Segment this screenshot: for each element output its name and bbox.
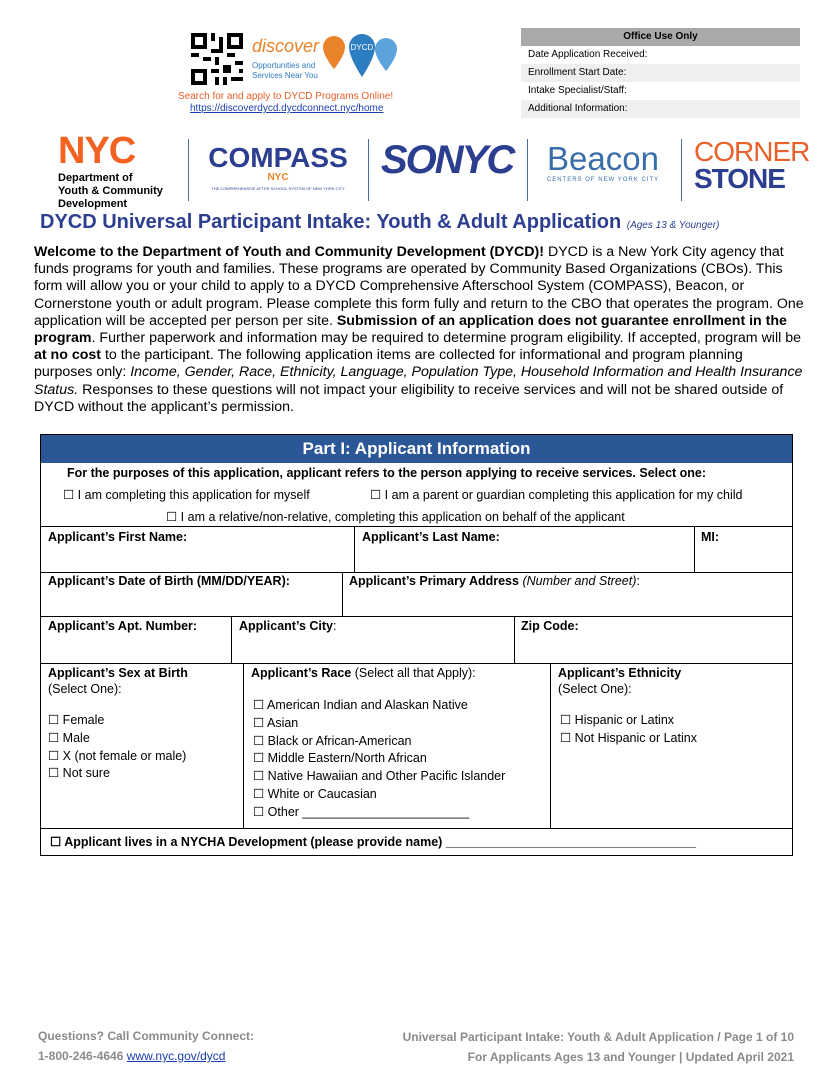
row-divider [41, 572, 792, 573]
col-divider [342, 572, 343, 616]
footer-phone: 1-800-246-4646 [38, 1049, 124, 1063]
nyc-wordmark: NYC [58, 130, 136, 172]
discover-pin-label: DYCD [350, 43, 374, 52]
intro-italic: Income, Gender, Race, Ethnicity, Language, Population Type, Household Information and Health Insurance Status. [34, 364, 803, 398]
zip-field[interactable]: Zip Code: [521, 619, 579, 633]
beacon-wordmark: Beacon [547, 140, 659, 177]
row-divider [41, 663, 792, 664]
discover-link[interactable]: https://discoverdycd.dycdconnect.nyc/home [190, 103, 384, 114]
compass-tagline: THE COMPREHENSIVE AFTER SCHOOL SYSTEM OF NEW YORK CITY [211, 186, 345, 191]
col-divider [231, 616, 232, 663]
intro-bold: Submission of an application does not guarantee enrollment in the program [34, 312, 787, 347]
office-row: Enrollment Start Date: [521, 64, 800, 82]
corner-wordmark: CORNER [694, 136, 810, 167]
footer-questions: Questions? Call Community Connect: [38, 1029, 255, 1043]
map-pin-icon [322, 32, 400, 82]
col-divider [550, 663, 551, 828]
title-main: DYCD Universal Participant Intake: Youth & Adult Application [40, 211, 622, 233]
col-divider [354, 526, 355, 572]
col-divider [514, 616, 515, 663]
footer-right [403, 1027, 794, 1067]
option-self[interactable]: ☐ I am completing this application for myself [63, 488, 310, 502]
ethnicity-option[interactable]: ☐ Hispanic or Latinx [560, 713, 675, 727]
page-title [40, 211, 719, 234]
ethnicity-label: Applicant’s Ethnicity [558, 666, 682, 680]
intro-paragraph [34, 244, 804, 416]
nyc-dycd-logo [58, 130, 163, 211]
footer-updated: For Applicants Ages 13 and Younger | Updated April 2021 [467, 1050, 794, 1064]
option-relative[interactable]: ☐ I am a relative/non-relative, completing this application on behalf of the applicant [166, 510, 625, 524]
race-option[interactable]: ☐ Middle Eastern/North African [253, 751, 427, 766]
beacon-tagline: CENTERS OF NEW YORK CITY [546, 177, 660, 183]
sex-hint: (Select One): [48, 682, 122, 696]
row-divider [41, 828, 792, 829]
qr-code [191, 33, 243, 85]
stone-wordmark: STONE [694, 163, 785, 194]
discover-wordmark: discover [252, 36, 320, 56]
sex-label: Applicant’s Sex at Birth [48, 666, 188, 680]
logo-divider [527, 139, 528, 201]
title-sub: (Ages 13 & Younger) [626, 220, 720, 231]
office-row: Additional Information: [521, 100, 800, 118]
dept-name: Department of Youth & Community Development [58, 172, 163, 210]
sex-option[interactable]: ☐ Male [48, 730, 90, 745]
race-hint: (Select all that Apply): [351, 666, 476, 680]
city-colon: : [333, 619, 337, 633]
race-label-text: Applicant’s Race [251, 666, 352, 680]
office-row: Intake Specialist/Staff: [528, 85, 627, 96]
office-row: Date Application Received: [528, 49, 648, 60]
dob-field[interactable]: Applicant’s Date of Birth (MM/DD/YEAR): [48, 574, 290, 588]
ethnicity-hint: (Select One): [558, 682, 632, 696]
race-option[interactable]: ☐ Native Hawaiian and Other Pacific Islander [253, 769, 506, 784]
address-field[interactable] [349, 574, 640, 588]
purpose-text: For the purposes of this application, applicant refers to the person applying to receive services. Select one: [67, 466, 707, 480]
part-one-header: Part I: Applicant Information [41, 435, 792, 463]
footer-left [38, 1026, 254, 1066]
city-field[interactable] [239, 619, 336, 633]
sex-option[interactable]: ☐ Female [48, 713, 105, 727]
logo-divider [188, 139, 189, 201]
sex-options [48, 712, 186, 783]
race-option[interactable]: ☐ Black or African-American [253, 733, 412, 748]
col-divider [243, 663, 244, 828]
race-option[interactable]: ☐ Asian [253, 715, 299, 730]
row-divider [41, 526, 792, 527]
beacon-logo [539, 141, 667, 183]
race-label [251, 666, 476, 680]
row-divider [41, 616, 792, 617]
city-label: Applicant’s City [239, 619, 333, 633]
search-tagline: Search for and apply to DYCD Programs Online! [178, 91, 394, 102]
intro-bold: at no cost [34, 347, 102, 364]
logo-divider [681, 139, 682, 201]
address-colon: : [636, 574, 640, 588]
office-use-box [521, 28, 800, 118]
office-use-title: Office Use Only [521, 28, 800, 46]
nycha-field[interactable]: ☐ Applicant lives in a NYCHA Development (please provide name) ____________________________________ [50, 835, 697, 849]
footer-link[interactable]: www.nyc.gov/dycd [126, 1049, 226, 1063]
sonyc-logo: SONYC [381, 138, 514, 182]
ethnicity-option[interactable]: ☐ Not Hispanic or Latinx [560, 730, 697, 745]
mi-field[interactable]: MI: [701, 530, 720, 544]
intro-text: . Further paperwork and information may be required to determine program eligibility. If accepted, program will be [91, 330, 801, 347]
col-divider [694, 526, 695, 572]
race-option[interactable]: ☐ White or Caucasian [253, 786, 377, 801]
race-option[interactable]: ☐ Other ________________________ [253, 804, 470, 819]
intro-text: DYCD is a New York City agency that funds programs for youth and families. These programs are operated by Community Based Organizations (CBOs). This form will allow you or your child to apply to a DYCD Comprehensive Afterschool System (COMPASS), Beacon, or Cornerstone youth or adult program. Please complete this form fully and return to the CBO that operates the program. One application will be accepted per person per site. [34, 244, 804, 329]
intro-text: Responses to these questions will not impact your eligibility to receive services and will not be shared outside of DYCD without the applicant’s permission. [34, 381, 784, 415]
sex-option[interactable]: ☐ Not sure [48, 766, 110, 781]
discover-tagline: Opportunities and Services Near You [252, 61, 318, 80]
cornerstone-logo [694, 138, 809, 192]
compass-wordmark: COMPASS [208, 142, 348, 173]
logo-divider [368, 139, 369, 201]
compass-logo [202, 143, 354, 191]
intro-bold: Welcome to the Department of Youth and Community Development (DYCD)! [34, 244, 544, 260]
race-options [253, 697, 505, 822]
address-hint: (Number and Street) [522, 574, 637, 588]
apt-field[interactable]: Applicant’s Apt. Number: [48, 619, 198, 633]
first-name-field[interactable]: Applicant’s First Name: [48, 530, 188, 544]
option-parent[interactable]: ☐ I am a parent or guardian completing this application for my child [370, 488, 743, 502]
race-option[interactable]: ☐ American Indian and Alaskan Native [253, 698, 468, 712]
intro-text: to the participant. The following application items are collected for informational and program planning purposes only: [34, 347, 743, 381]
sex-option[interactable]: ☐ X (not female or male) [48, 748, 187, 763]
last-name-field[interactable]: Applicant’s Last Name: [362, 530, 500, 544]
ethnicity-options [560, 712, 697, 748]
compass-nyc: NYC [267, 172, 289, 183]
footer-page-info: Universal Participant Intake: Youth & Adult Application / Page 1 of 10 [402, 1030, 794, 1044]
address-label: Applicant’s Primary Address [349, 574, 519, 588]
